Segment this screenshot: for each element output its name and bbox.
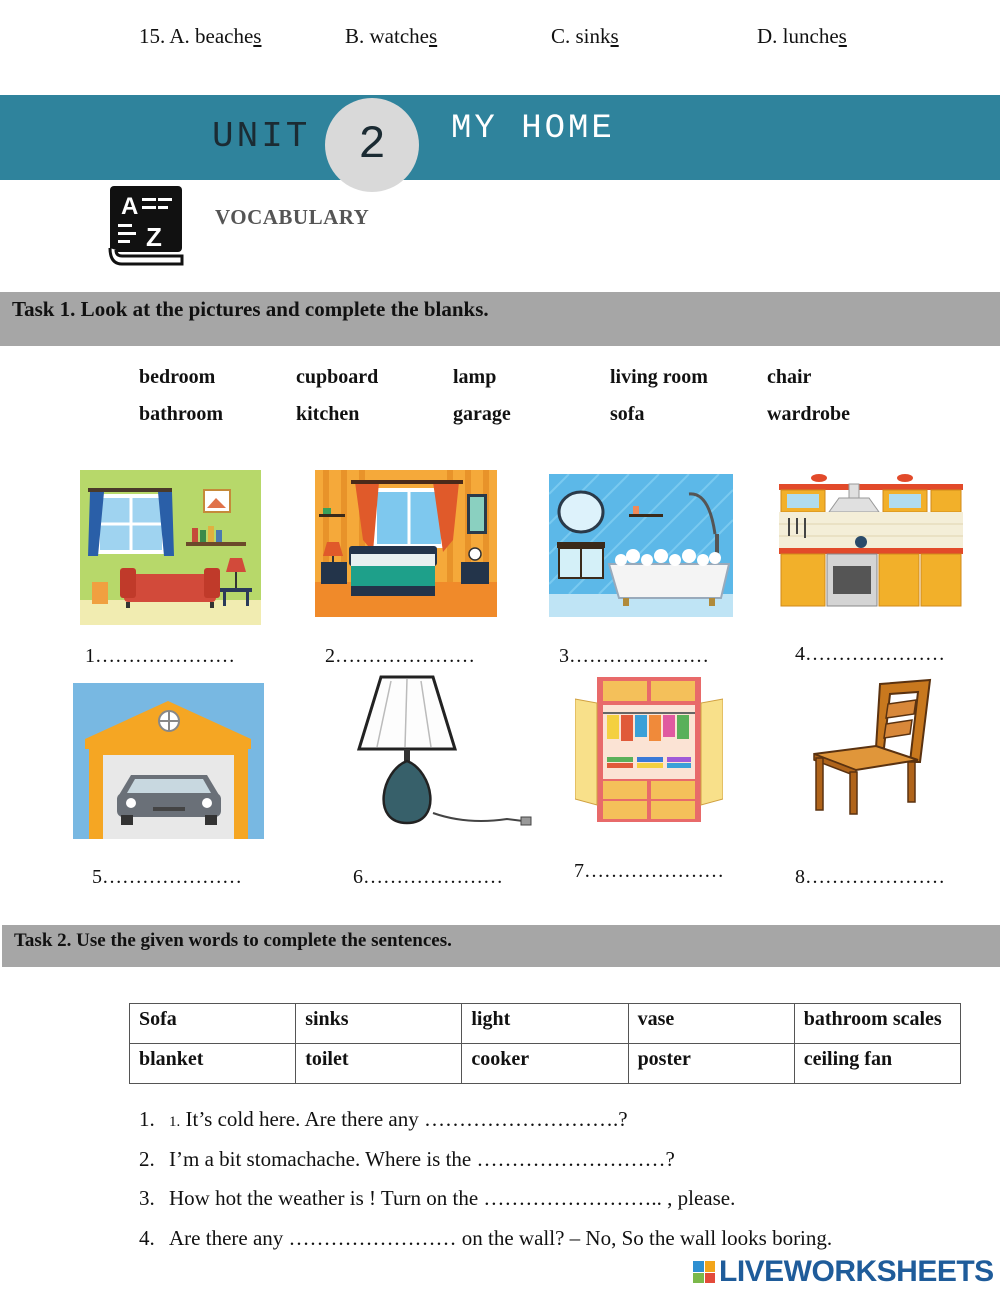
sentence-2[interactable]	[139, 1147, 675, 1172]
table-cell: Sofa	[130, 1004, 296, 1044]
bedroom-picture	[315, 470, 497, 617]
table-cell: sinks	[296, 1004, 462, 1044]
svg-text:A: A	[121, 193, 139, 220]
sentence-sub-number: 1.	[169, 1114, 181, 1130]
liveworksheets-logo-icon	[693, 1261, 715, 1283]
bathroom-picture	[549, 474, 733, 617]
task2-header	[2, 925, 1000, 967]
word-box-item: bedroom	[139, 366, 216, 388]
word-box-item: wardrobe	[767, 403, 850, 425]
table-cell: vase	[628, 1004, 794, 1044]
q15-option-d: D. lunches	[757, 24, 847, 48]
sentence-number: 3.	[139, 1186, 155, 1210]
answer-blank-6[interactable]: 6…………………	[353, 866, 503, 888]
task2-title: Task 2. Use the given words to complete the sentences.	[14, 930, 452, 951]
wardrobe-picture	[575, 677, 723, 822]
word-box-item: kitchen	[296, 403, 360, 425]
task1-header	[0, 292, 1000, 346]
sentence-text: How hot the weather is ! Turn on the …………………….. , please.	[169, 1186, 736, 1210]
answer-blank-4[interactable]: 4…………………	[795, 643, 945, 665]
word-box-item: cupboard	[296, 366, 379, 388]
table-cell: toilet	[296, 1044, 462, 1084]
liveworksheets-watermark	[693, 1255, 994, 1289]
q15-option-b: B. watches	[345, 24, 438, 48]
answer-blank-2[interactable]: 2…………………	[325, 645, 475, 667]
vocabulary-label: VOCABULARY	[215, 205, 370, 229]
sentence-text: I’m a bit stomachache. Where is the ………………………?	[169, 1147, 675, 1171]
garage-picture	[73, 683, 264, 839]
word-box-item: lamp	[453, 366, 497, 388]
table-cell: light	[462, 1004, 628, 1044]
table-cell: poster	[628, 1044, 794, 1084]
dictionary-book-icon	[108, 184, 184, 266]
table-cell: ceiling fan	[794, 1044, 960, 1084]
table-row	[130, 1004, 961, 1044]
table-cell: blanket	[130, 1044, 296, 1084]
svg-text:Z: Z	[146, 222, 162, 252]
word-box-item: chair	[767, 366, 812, 388]
q15-option-a: 15. A. beaches	[139, 24, 262, 48]
answer-blank-7[interactable]: 7…………………	[574, 860, 724, 882]
chair-picture	[810, 678, 934, 816]
sentence-text: Are there any …………………… on the wall? – No, So the wall looks boring.	[169, 1226, 833, 1250]
table-cell: bathroom scales	[794, 1004, 960, 1044]
living-room-picture	[80, 470, 261, 625]
answer-blank-1[interactable]: 1…………………	[85, 645, 235, 667]
answer-blank-3[interactable]: 3…………………	[559, 645, 709, 667]
word-box-item: garage	[453, 403, 511, 425]
unit-word: UNIT	[212, 116, 311, 157]
sentence-number: 2.	[139, 1147, 155, 1171]
unit-number: 2	[358, 119, 386, 171]
sentence-4[interactable]	[139, 1226, 832, 1251]
word-box-item: living room	[610, 366, 708, 388]
sentence-number: 1.	[139, 1107, 155, 1131]
table-cell: cooker	[462, 1044, 628, 1084]
sentence-3[interactable]	[139, 1186, 735, 1211]
sentence-text: It’s cold here. Are there any ……………………….?	[180, 1107, 628, 1131]
lamp-picture	[357, 673, 537, 829]
kitchen-picture	[779, 468, 963, 608]
q15-option-c: C. sinks	[551, 24, 619, 48]
table-row	[130, 1044, 961, 1084]
task1-title: Task 1. Look at the pictures and complete the blanks.	[12, 297, 489, 321]
word-box-item: bathroom	[139, 403, 224, 425]
unit-number-circle	[325, 98, 419, 192]
unit-title: MY HOME	[451, 110, 615, 148]
word-box-item: sofa	[610, 403, 645, 425]
answer-blank-8[interactable]: 8…………………	[795, 866, 945, 888]
given-words-table	[129, 1003, 961, 1084]
answer-blank-5[interactable]: 5…………………	[92, 866, 242, 888]
watermark-text: LIVEWORKSHEETS	[719, 1255, 994, 1288]
sentence-number: 4.	[139, 1226, 155, 1250]
sentence-1[interactable]	[139, 1107, 628, 1132]
